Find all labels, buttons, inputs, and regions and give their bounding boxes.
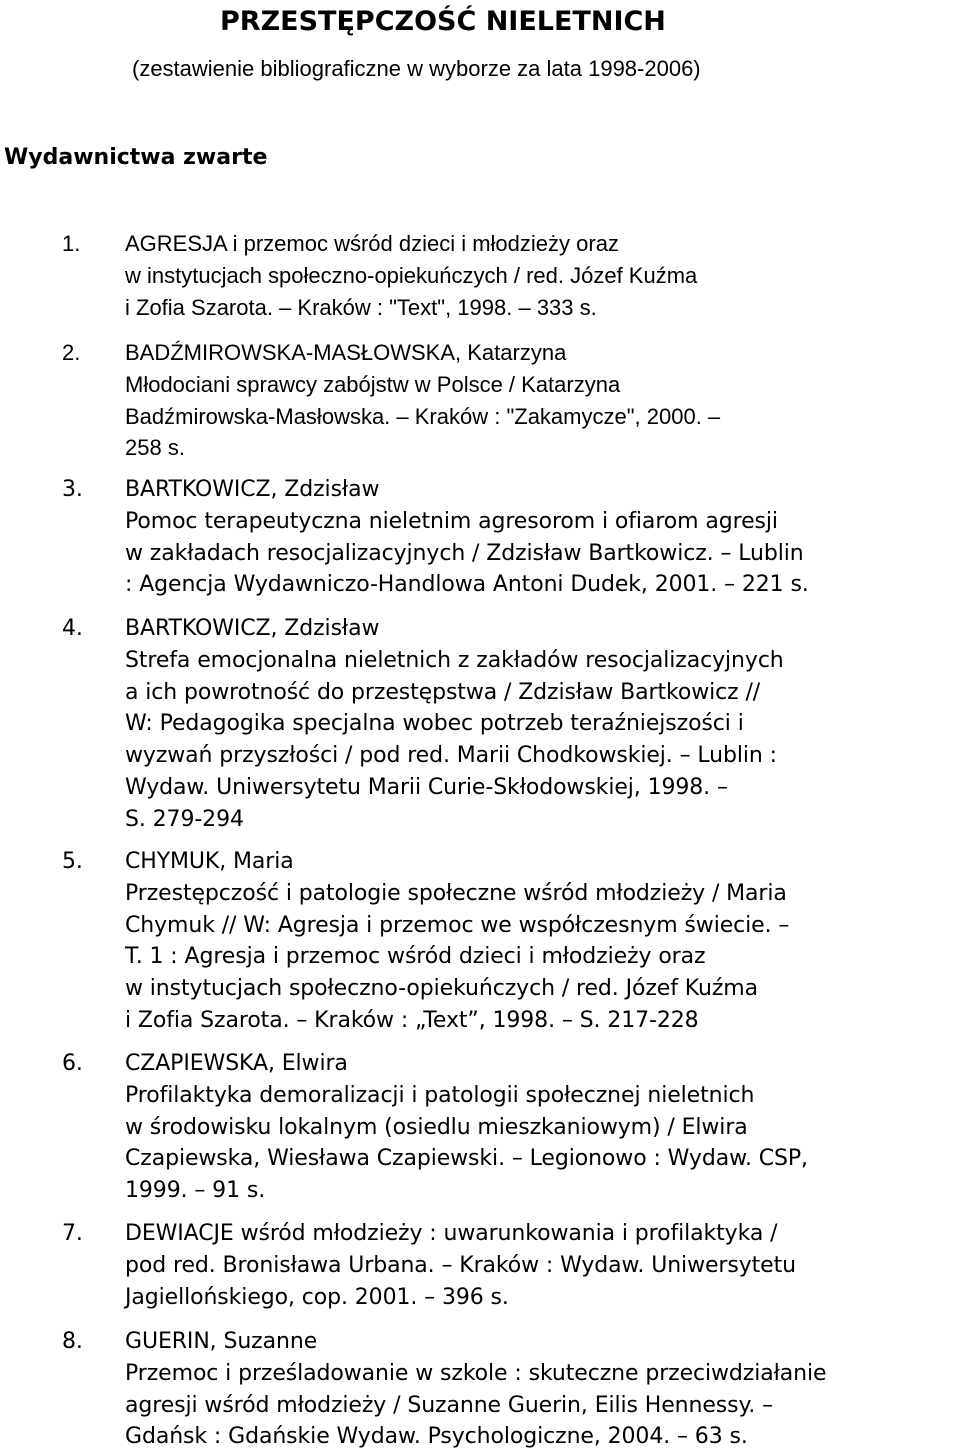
document-title: PRZESTĘPCZOŚĆ NIELETNICH xyxy=(220,6,666,37)
document-subtitle: (zestawienie bibliograficzne w wyborze za lata 1998-2006) xyxy=(132,56,701,81)
entry-line: Młodociani sprawcy zabójstw w Polsce / Katarzyna xyxy=(125,371,621,397)
entry-line: 258 s. xyxy=(125,435,185,461)
entry-line: Wydaw. Uniwersytetu Marii Curie-Skłodowskiej, 1998. – xyxy=(125,775,728,800)
entry-line: Jagiellońskiego, cop. 2001. – 396 s. xyxy=(125,1284,509,1310)
entry-line: W: Pedagogika specjalna wobec potrzeb teraźniejszości i xyxy=(125,711,744,737)
entry-line: wyzwań przyszłości / pod red. Marii Chodkowskiej. – Lublin : xyxy=(125,743,777,769)
entry-number: 2. xyxy=(62,340,81,365)
entry-line: a ich powrotność do przestępstwa / Zdzisław Bartkowicz // xyxy=(125,679,761,705)
entry-line: Gdańsk : Gdańskie Wydaw. Psychologiczne, 2004. – 63 s. xyxy=(125,1424,748,1450)
entry-line: i Zofia Szarota. – Kraków : "Text", 1998. – 333 s. xyxy=(125,294,597,320)
entry-line: AGRESJA i przemoc wśród dzieci i młodzieży oraz xyxy=(125,231,619,256)
entry-line: Czapiewska, Wiesława Czapiewski. – Legionowo : Wydaw. CSP, xyxy=(125,1146,808,1172)
entry-number: 7. xyxy=(62,1221,83,1246)
entry-line: Badźmirowska-Masłowska. – Kraków : "Zakamycze", 2000. – xyxy=(125,403,721,429)
entry-number: 8. xyxy=(62,1329,83,1354)
entry-line: DEWIACJE wśród młodzieży : uwarunkowania i profilaktyka / xyxy=(125,1221,778,1246)
entry-line: w instytucjach społeczno-opiekuńczych / red. Józef Kuźma xyxy=(125,976,758,1002)
entry-line: BADŹMIROWSKA-MASŁOWSKA, Katarzyna xyxy=(125,340,567,365)
entry-line: Chymuk // W: Agresja i przemoc we współczesnym świecie. – xyxy=(125,912,790,938)
section-heading: Wydawnictwa zwarte xyxy=(4,145,268,170)
entry-line: Strefa emocjonalna nieletnich z zakładów resocjalizacyjnych xyxy=(125,647,784,673)
entry-line: GUERIN, Suzanne xyxy=(125,1329,318,1354)
entry-line: S. 279-294 xyxy=(125,806,244,832)
entry-line: BARTKOWICZ, Zdzisław xyxy=(125,477,380,502)
entry-number: 4. xyxy=(62,616,83,641)
entry-line: Pomoc terapeutyczna nieletnim agresorom i ofiarom agresji xyxy=(125,508,778,534)
entry-number: 3. xyxy=(62,477,83,502)
entry-line: T. 1 : Agresja i przemoc wśród dzieci i młodzieży oraz xyxy=(125,944,706,970)
entry-line: CZAPIEWSKA, Elwira xyxy=(125,1051,348,1076)
entry-line: BARTKOWICZ, Zdzisław xyxy=(125,616,380,641)
entry-line: : Agencja Wydawniczo-Handlowa Antoni Dudek, 2001. – 221 s. xyxy=(125,572,809,598)
entry-line: w zakładach resocjalizacyjnych / Zdzisław Bartkowicz. – Lublin xyxy=(125,540,804,566)
entry-line: Przestępczość i patologie społeczne wśród młodzieży / Maria xyxy=(125,880,787,906)
entry-line: i Zofia Szarota. – Kraków : „Text”, 1998. – S. 217-228 xyxy=(125,1008,699,1033)
entry-number: 5. xyxy=(62,849,83,874)
entry-line: Profilaktyka demoralizacji i patologii społecznej nieletnich xyxy=(125,1082,755,1108)
entry-line: w środowisku lokalnym (osiedlu mieszkaniowym) / Elwira xyxy=(125,1114,748,1140)
entry-line: CHYMUK, Maria xyxy=(125,849,294,874)
entry-line: Przemoc i prześladowanie w szkole : skuteczne przeciwdziałanie xyxy=(125,1360,827,1386)
entry-number: 6. xyxy=(62,1051,83,1076)
entry-line: 1999. – 91 s. xyxy=(125,1178,266,1204)
entry-line: pod red. Bronisława Urbana. – Kraków : Wydaw. Uniwersytetu xyxy=(125,1252,796,1278)
entry-number: 1. xyxy=(62,231,81,256)
entry-line: w instytucjach społeczno-opiekuńczych / red. Józef Kuźma xyxy=(125,262,698,288)
entry-line: agresji wśród młodzieży / Suzanne Guerin, Eilis Hennessy. – xyxy=(125,1392,773,1418)
